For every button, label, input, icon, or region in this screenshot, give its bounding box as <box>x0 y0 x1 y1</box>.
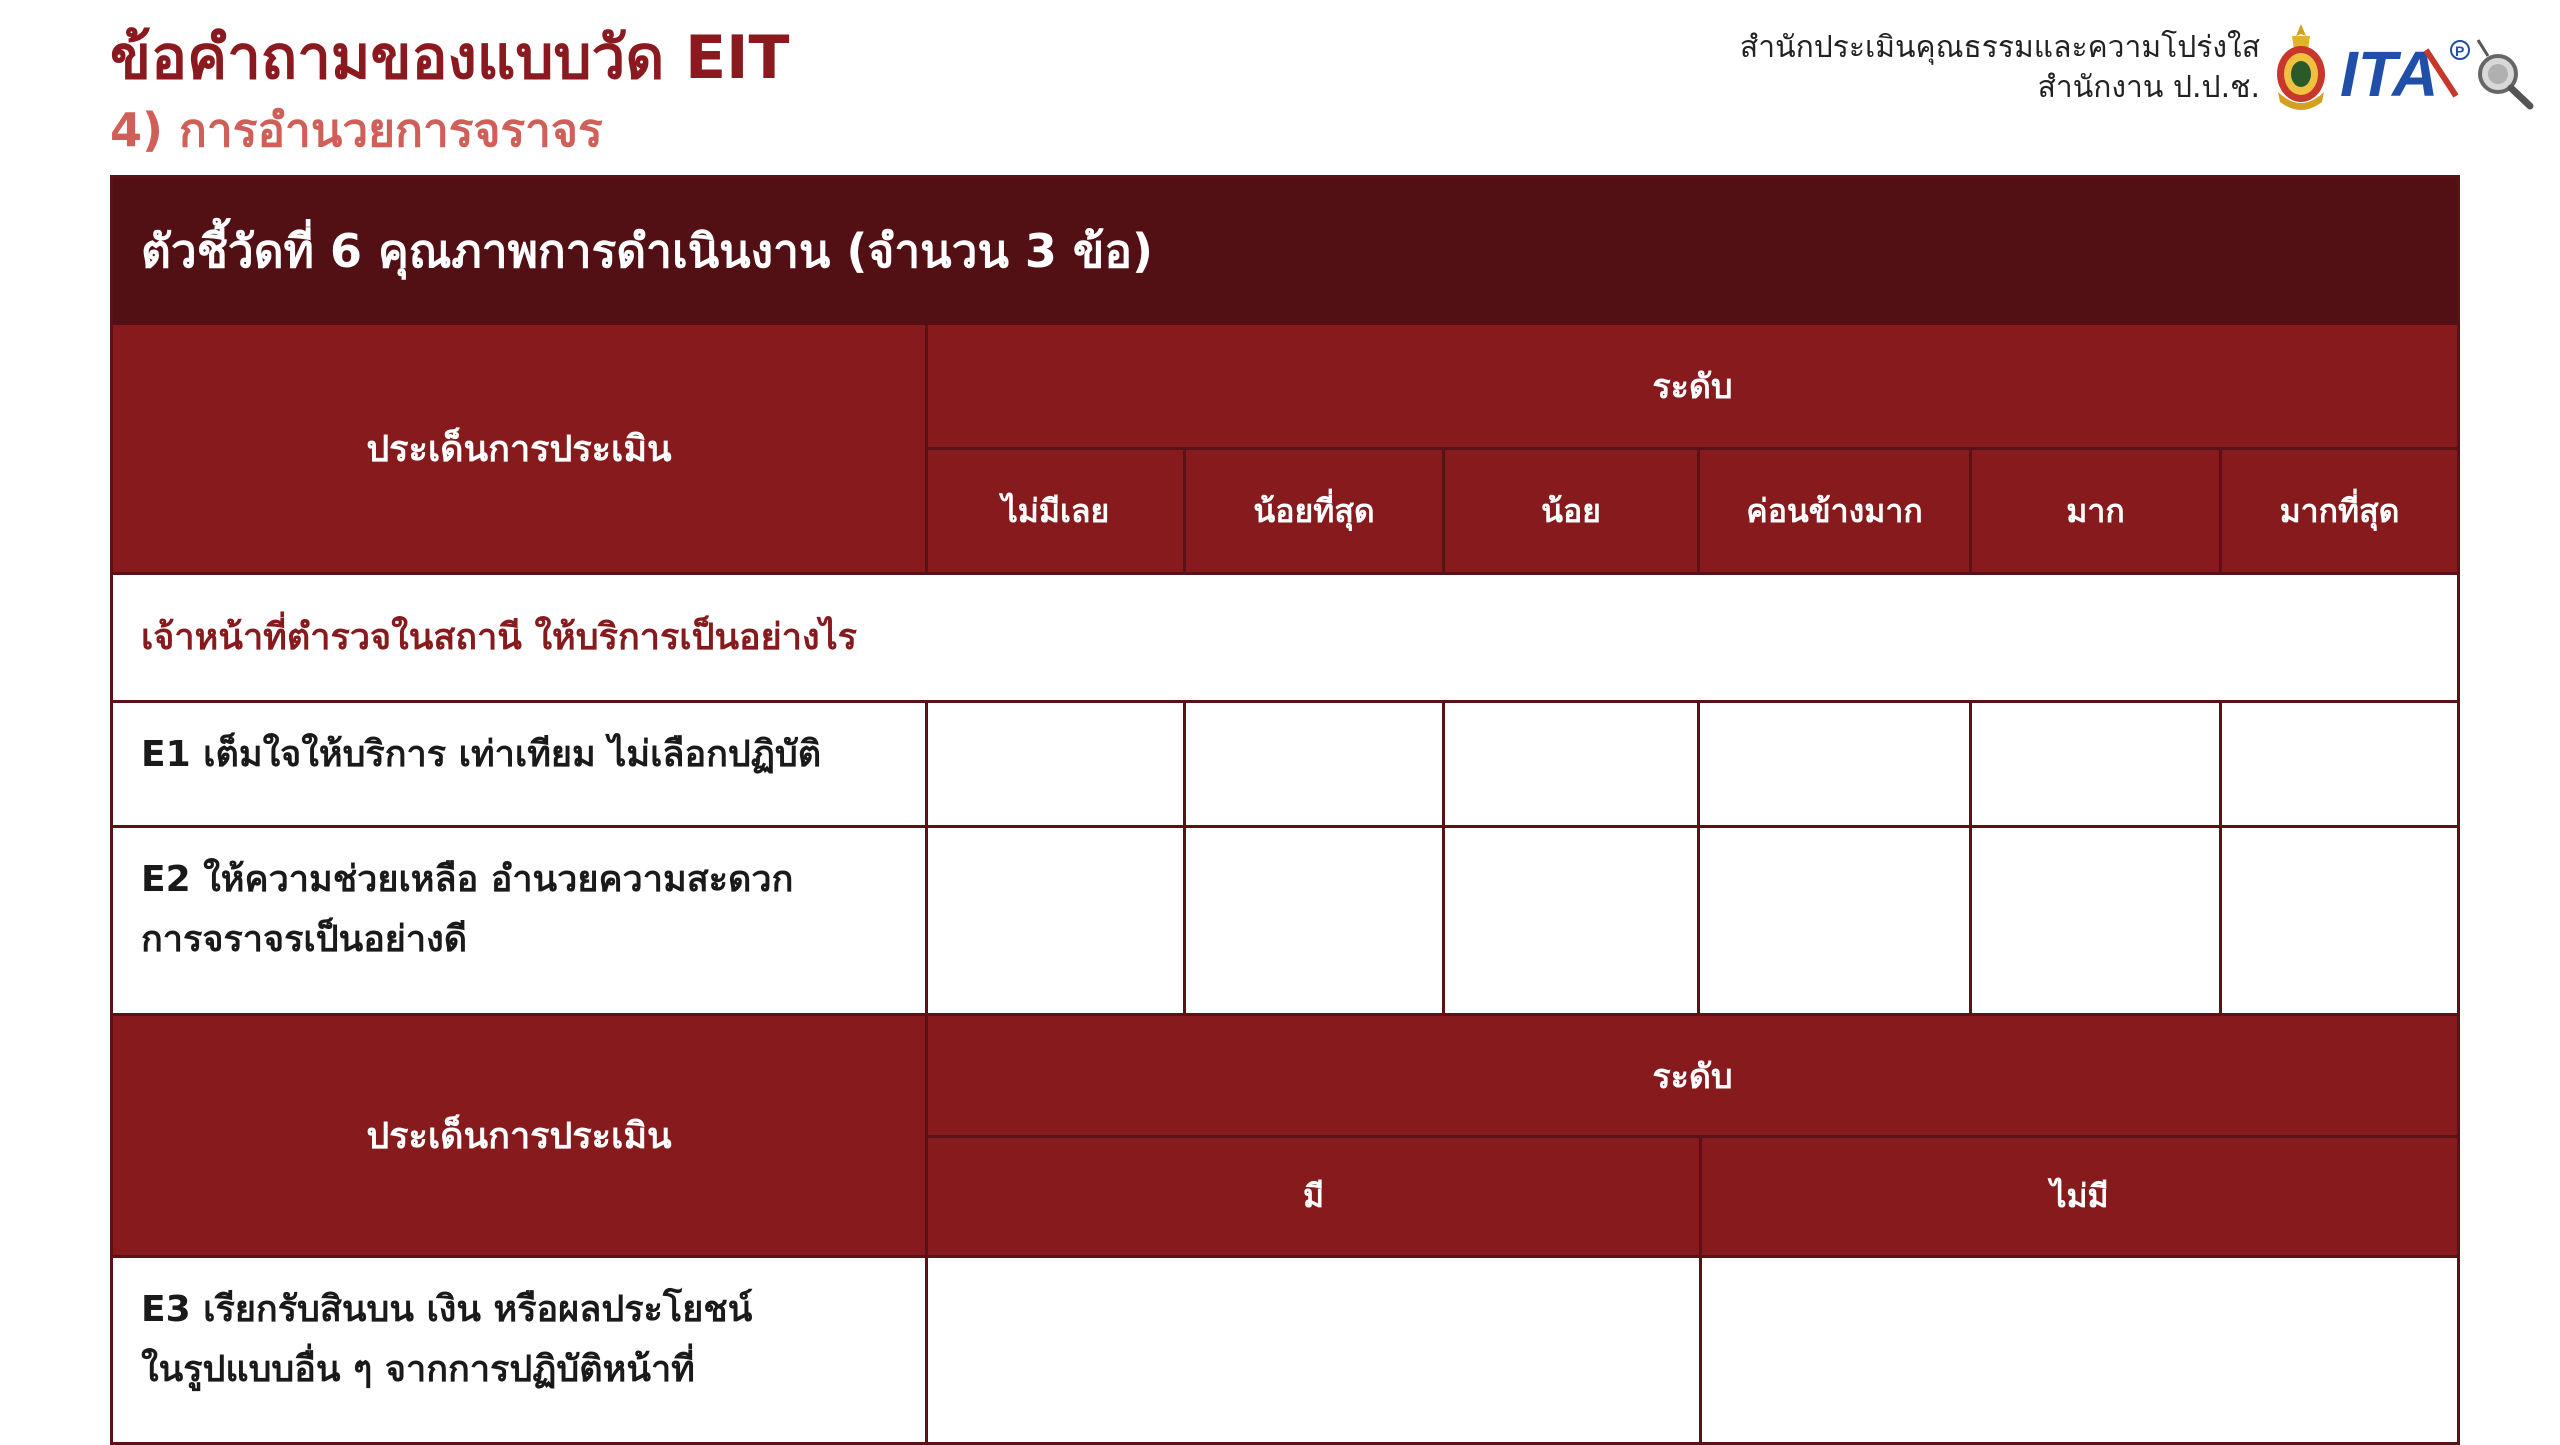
level-option: มาก <box>1972 450 2222 572</box>
ita-logo-text: ITA <box>2340 38 2439 110</box>
question-line: E2 ให้ความช่วยเหลือ อำนวยความสะดวก <box>141 859 794 900</box>
issue-header: ประเด็นการประเมิน <box>113 1016 928 1258</box>
indicator-title: ตัวชี้วัดที่ 6 คุณภาพการดำเนินงาน (จำนวน 3 ข้อ) <box>113 178 2457 325</box>
page-title: ข้อคำถามของแบบวัด EIT <box>110 23 790 93</box>
level-option: มากที่สุด <box>2279 491 2400 530</box>
level-option: ไม่มีเลย <box>928 450 1186 572</box>
organization-name <box>1740 28 2260 108</box>
level-option: น้อย <box>1445 450 1700 572</box>
page-subtitle: 4) การอำนวยการจราจร <box>110 103 603 157</box>
evaluation-table <box>110 175 2460 1445</box>
table-row <box>113 703 2457 828</box>
ita-logo <box>2338 30 2538 110</box>
level-header-group <box>928 325 2457 575</box>
answer-cell[interactable] <box>1186 828 1445 1016</box>
question-label <box>113 828 928 1016</box>
answer-cell[interactable] <box>1445 828 1700 1016</box>
answer-cell[interactable] <box>1186 703 1445 828</box>
option-yes: มี <box>928 1138 1702 1255</box>
table2-header-row <box>113 1016 2457 1258</box>
option-no: ไม่มี <box>2050 1177 2109 1215</box>
answer-cell[interactable] <box>928 828 1186 1016</box>
level-option: น้อยที่สุด <box>1186 450 1445 572</box>
magnifier-icon <box>2478 40 2530 106</box>
answer-cell[interactable] <box>1972 828 2222 1016</box>
section-question: เจ้าหน้าที่ตำรวจในสถานี ให้บริการเป็นอย่างไร <box>113 575 2457 703</box>
ita-logo-badge: P <box>2455 43 2465 59</box>
answer-cell[interactable] <box>1702 1258 2457 1442</box>
answer-cell[interactable] <box>1700 703 1972 828</box>
level-option: ค่อนข้างมาก <box>1700 450 1972 572</box>
question-line: การจราจรเป็นอย่างดี <box>141 919 468 960</box>
royal-seal-icon <box>2272 22 2330 112</box>
org-line-2: สำนักงาน ป.ป.ช. <box>2037 70 2260 105</box>
answer-cell[interactable] <box>1445 703 1700 828</box>
level-header: ระดับ <box>928 325 2457 450</box>
answer-cell[interactable] <box>1700 828 1972 1016</box>
question-label <box>113 1258 928 1442</box>
answer-cell[interactable] <box>1972 703 2222 828</box>
table1-header-row <box>113 325 2457 575</box>
answer-cell[interactable] <box>928 1258 1702 1442</box>
question-line: E3 เรียกรับสินบน เงิน หรือผลประโยชน์ <box>141 1289 753 1330</box>
level-header-group <box>928 1016 2457 1258</box>
table-row <box>113 828 2457 1016</box>
level-header: ระดับ <box>928 1016 2457 1138</box>
answer-cell[interactable] <box>2222 703 2457 828</box>
question-line: E1 เต็มใจให้บริการ เท่าเทียม ไม่เลือกปฏิบัติ <box>141 734 822 775</box>
answer-cell[interactable] <box>2222 828 2457 1016</box>
question-line: ในรูปแบบอื่น ๆ จากการปฏิบัติหน้าที่ <box>141 1349 695 1390</box>
org-line-1: สำนักประเมินคุณธรรมและความโปร่งใส <box>1739 30 2260 65</box>
section-question-row <box>113 575 2457 703</box>
table-row <box>113 1258 2457 1442</box>
issue-header: ประเด็นการประเมิน <box>113 325 928 575</box>
question-label <box>113 703 928 828</box>
answer-cell[interactable] <box>928 703 1186 828</box>
